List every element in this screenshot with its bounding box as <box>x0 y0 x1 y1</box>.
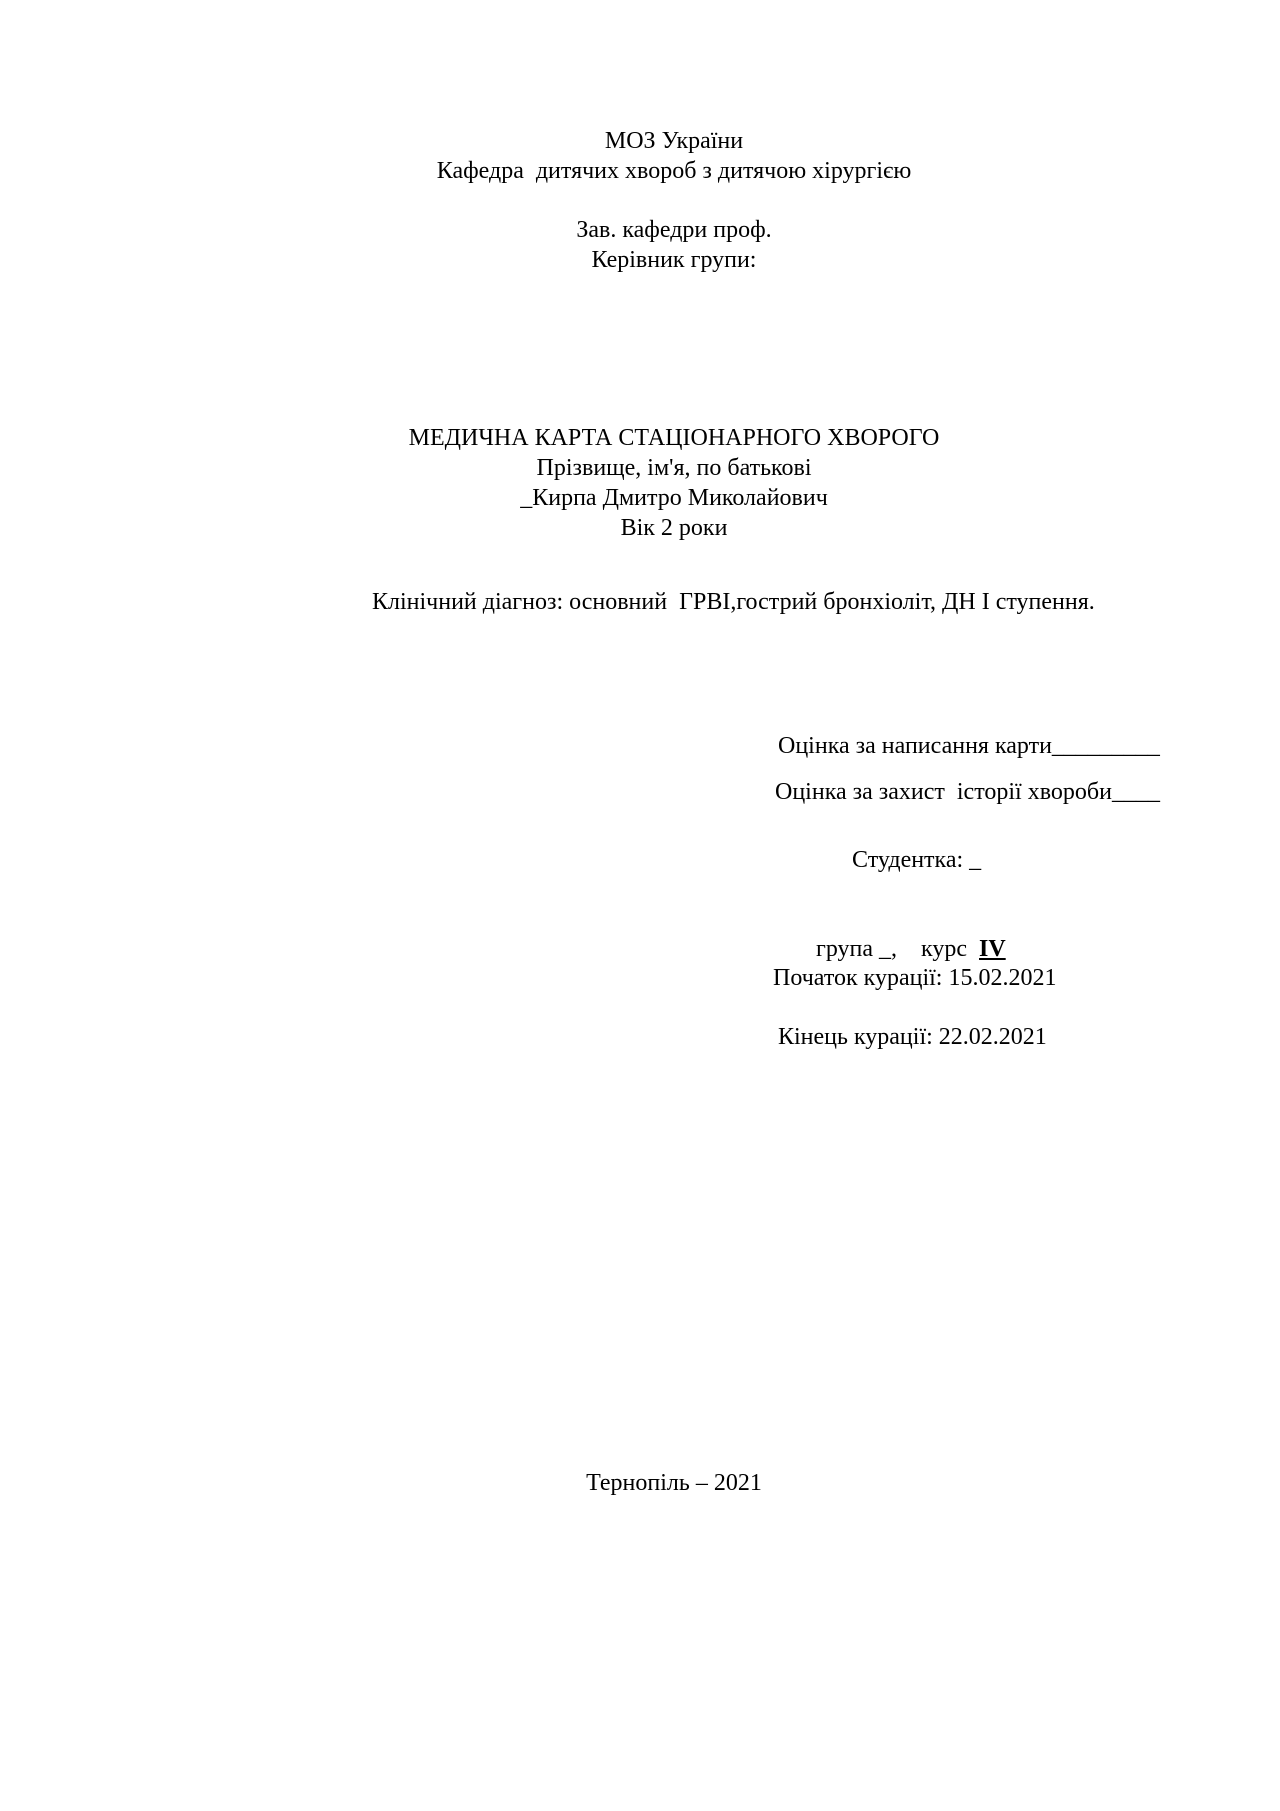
ministry-line: МОЗ України <box>604 128 744 154</box>
name-label-line: Прізвище, ім'я, по батькові <box>536 455 812 481</box>
head-of-department-line: Зав. кафедри проф. <box>576 217 772 243</box>
patient-name-line: _Кирпа Дмитро Миколайович <box>520 485 828 511</box>
city-year-line: Тернопіль – 2021 <box>586 1470 762 1496</box>
course-value: IV <box>979 936 1006 962</box>
document-title: МЕДИЧНА КАРТА СТАЦІОНАРНОГО ХВОРОГО <box>408 425 940 451</box>
clinical-diagnosis: Клінічний діагноз: основний ГРВІ,гострий бронхіоліт, ДН І ступення. <box>372 589 1095 615</box>
department-line: Кафедра дитячих хвороб з дитячою хірургією <box>436 158 912 184</box>
course-label: курс <box>921 936 968 962</box>
patient-age-line: Вік 2 роки <box>620 515 728 541</box>
grade-writing-line: Оцінка за написання карти_________ <box>778 733 1160 759</box>
student-line: Студентка: _ <box>852 847 982 873</box>
curation-start-line: Початок курації: 15.02.2021 <box>773 965 1057 991</box>
curation-end-line: Кінець курації: 22.02.2021 <box>778 1024 1047 1050</box>
group-leader-line: Керівник групи: <box>591 247 757 273</box>
grade-defense-line: Оцінка за захист історії хвороби____ <box>775 779 1160 805</box>
group-text: група _, <box>816 936 898 962</box>
